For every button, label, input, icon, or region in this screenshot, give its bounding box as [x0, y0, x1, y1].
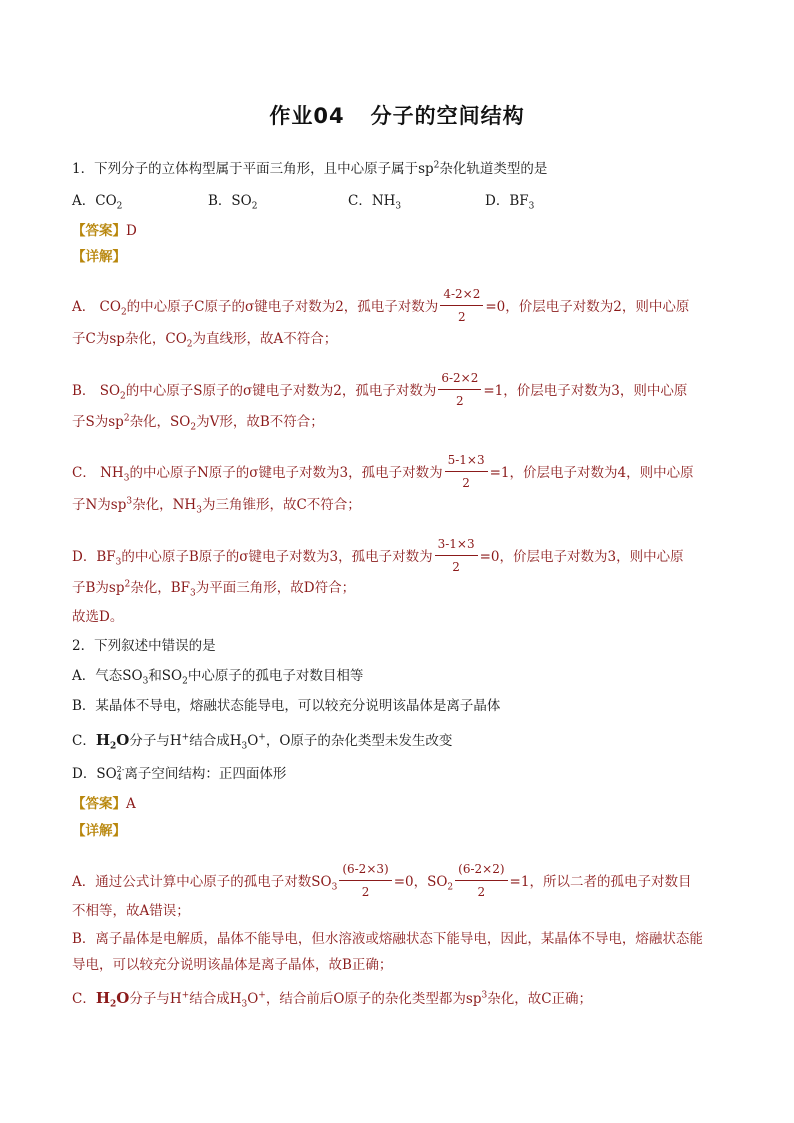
q2-explain-a-line2: 不相等，故A错误；	[72, 903, 190, 919]
q1-explain-d-line2: 子B为$sp^2$杂化，$BF_3$为平面三角形，故D符合；	[72, 579, 356, 599]
q1-explain-b-line2: 子S为$sp^2$杂化，$SO_2$为V形，故B不符合；	[72, 413, 324, 433]
fraction: $\frac{(6-2\times 2)}{2}$	[455, 860, 507, 901]
page-title: 作业04 分子的空间结构	[269, 104, 525, 128]
q1-answer: 【答案】D	[72, 223, 137, 239]
q2-option-b: B．某晶体不导电，熔融状态能导电，可以较充分说明该晶体是离子晶体	[72, 698, 501, 714]
q1-explain-a-line2: 子C为sp杂化，$CO_2$为直线形，故A不符合；	[72, 331, 338, 350]
q2-option-d: D．SO 2- 4 离子空间结构：正四面体形	[72, 764, 287, 782]
q1-explain-a-line1: A． $CO_2$的中心原子C原子的σ键电子对数为2，孤电子对数为 $\frac{4-2\times 2}{2}$ =0，价层电子对数为2，则中心原	[72, 287, 690, 324]
q1-explain-b-line1: B． $SO_2$的中心原子S原子的σ键电子对数为2，孤电子对数为 $\frac{6-2\times 2}{2}$ =1，价层电子对数为3，则中心原	[72, 371, 688, 408]
q1-option-c: C．$NH_3$	[348, 193, 402, 212]
q1-option-a: A．$CO_2$	[72, 193, 123, 212]
q1-explain-c-line2: 子N为$sp^3$杂化，$NH_3$为三角锥形，故C不符合；	[72, 496, 361, 516]
q2-explain-c-line1: C．$H_2O$分子与H+结合成$H_3O^+$，结合前后O原子的杂化类型都为$sp^3$杂化，故C正确；	[72, 989, 593, 1010]
q2-option-c: C．$H_2O$分子与H+结合成$H_3O^+$，O原子的杂化类型未发生改变	[72, 731, 453, 752]
q2-answer: 【答案】A	[72, 796, 136, 812]
fraction: $\frac{(6-2\times 3)}{2}$	[339, 860, 391, 901]
q1-detail-label: 【详解】	[72, 249, 126, 265]
fraction: $\frac{4-2\times 2}{2}$	[440, 285, 483, 326]
q2-explain-b-line2: 导电，可以较充分说明该晶体是离子晶体，故B正确；	[72, 957, 393, 973]
fraction: $\frac{5-1\times 3}{2}$	[445, 451, 488, 492]
q1-conclusion: 故选D。	[72, 609, 124, 625]
q2-explain-a-line1: A．通过公式计算中心原子的孤电子对数$SO_3$ $\frac{(6-2\times 3)}{2}$ =0，$SO_2$ $\frac{(6-2\times 2)}{2}$ =1，所以二者的孤电子对数目	[72, 862, 692, 899]
q2-option-a: A．气态$SO_3$和$SO_2$中心原子的孤电子对数目相等	[72, 668, 364, 687]
q1-explain-c-line1: C． $NH_3$的中心原子N原子的σ键电子对数为3，孤电子对数为 $\frac{5-1\times 3}{2}$ =1，价层电子对数为4，则中心原	[72, 453, 694, 490]
q2-stem: 2．下列叙述中错误的是	[72, 638, 216, 654]
fraction: $\frac{3-1\times 3}{2}$	[435, 535, 478, 576]
q2-detail-label: 【详解】	[72, 823, 126, 839]
q1-options	[72, 192, 734, 210]
fraction: $\frac{6-2\times 2}{2}$	[438, 369, 481, 410]
q1-explain-d-line1: D．$BF_3$的中心原子B原子的σ键电子对数为3，孤电子对数为 $\frac{3-1\times 3}{2}$ =0，价层电子对数为3，则中心原	[72, 537, 684, 574]
q1-option-b: B．$SO_2$	[208, 193, 258, 212]
q1-option-d: D．$BF_3$	[485, 193, 535, 212]
q1-stem: 1．下列分子的立体构型属于平面三角形，且中心原子属于$sp^2$杂化轨道类型的是	[72, 160, 548, 177]
q2-explain-b-line1: B．离子晶体是电解质，晶体不能导电，但水溶液或熔融状态下能导电，因此，某晶体不导电，熔融状态能	[72, 931, 703, 947]
